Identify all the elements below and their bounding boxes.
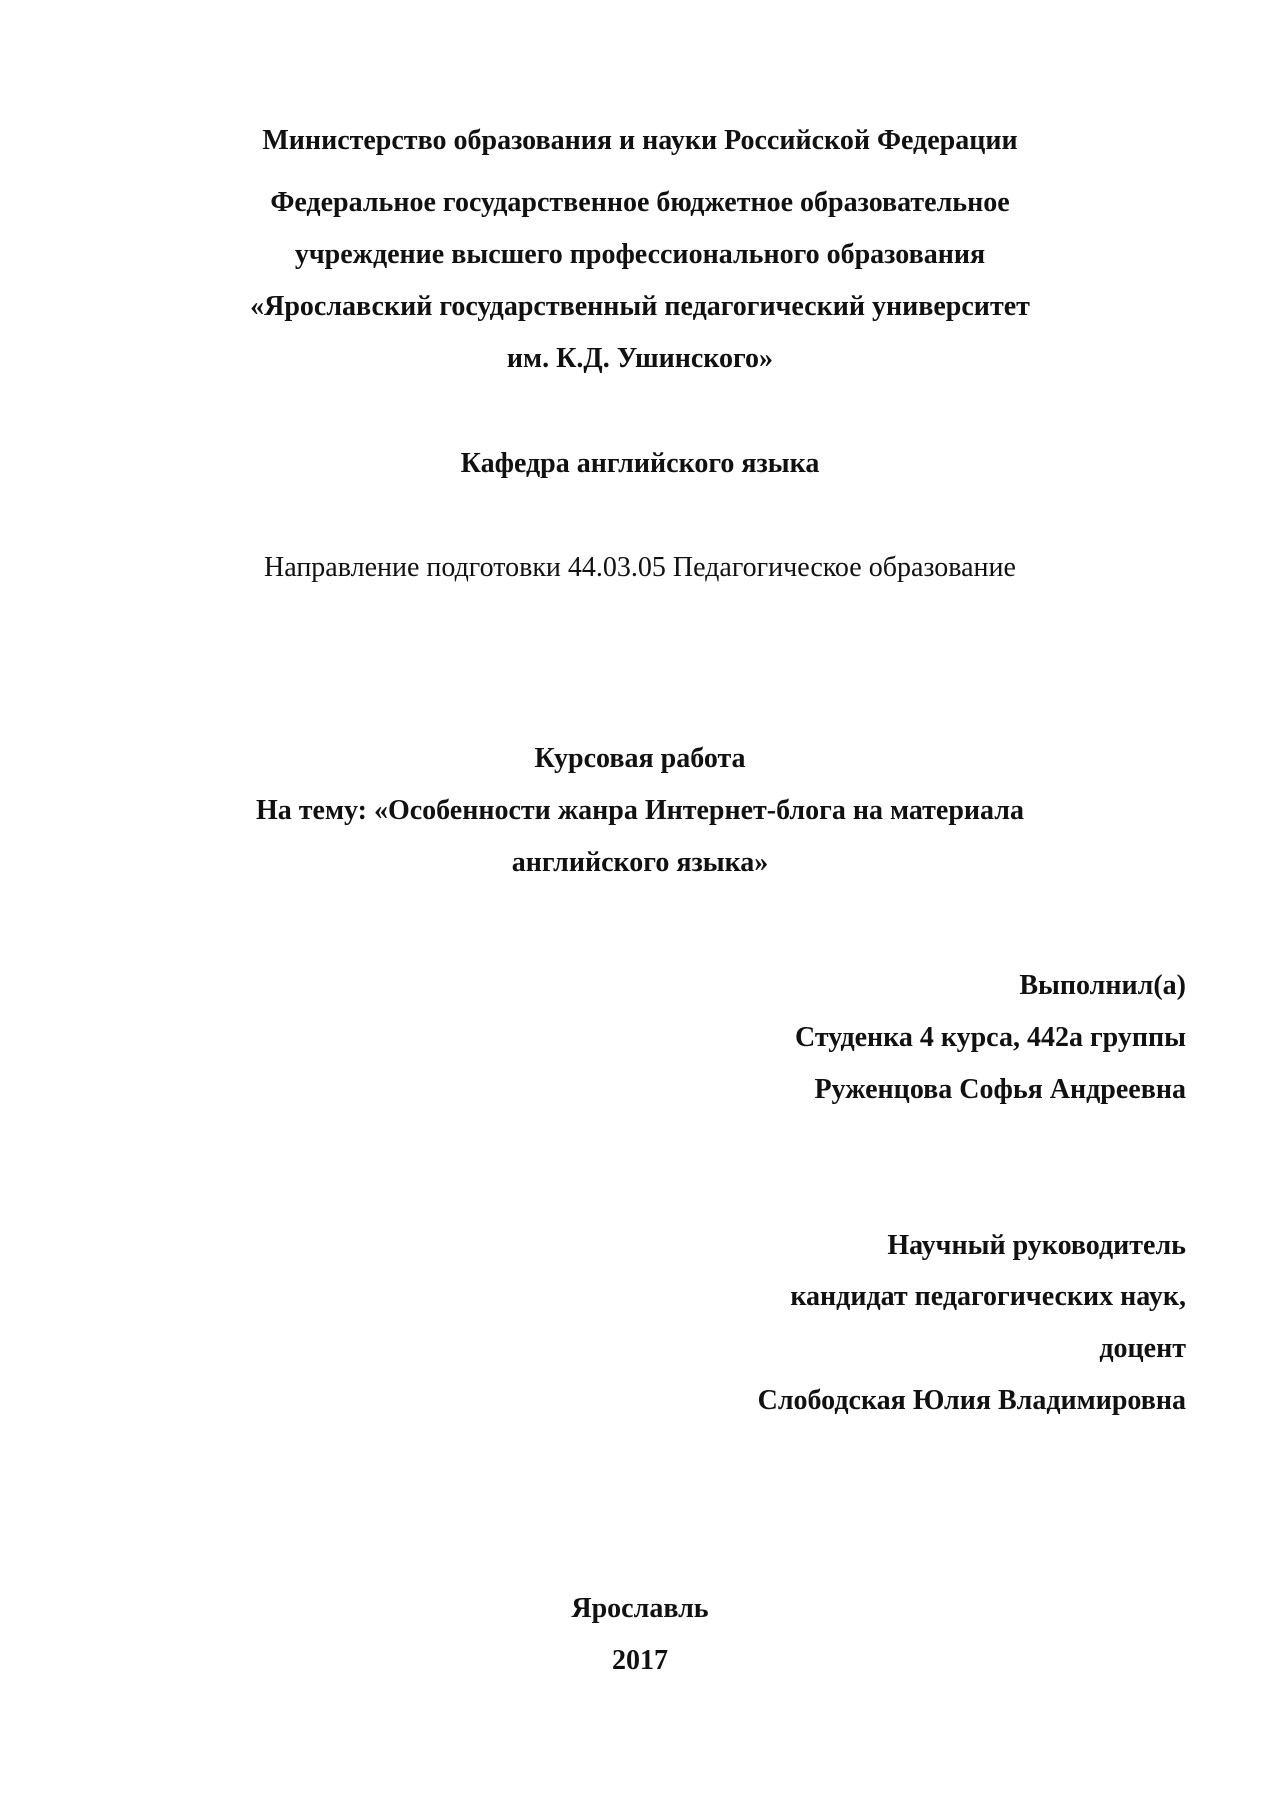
- institution-line-1: Федеральное государственное бюджетное образовательное: [270, 187, 1010, 218]
- author-course: Студенка 4 курса, 442а группы: [794, 1022, 1186, 1053]
- supervisor-name: Слободская Юлия Владимировна: [757, 1385, 1186, 1416]
- institution-line-2: учреждение высшего профессионального образования: [294, 239, 986, 270]
- author-label: Выполнил(а): [1019, 970, 1186, 1001]
- supervisor-degree: кандидат педагогических наук,: [790, 1281, 1186, 1312]
- supervisor-title: доцент: [1099, 1333, 1186, 1364]
- supervisor-label: Научный руководитель: [887, 1230, 1186, 1261]
- work-topic-line-1: На тему: «Особенности жанра Интернет-блога на материала: [255, 795, 1024, 826]
- institution-line-4: им. К.Д. Ушинского»: [506, 343, 774, 374]
- city: Ярославль: [571, 1593, 709, 1624]
- ministry-name: Министерство образования и науки Российской Федерации: [262, 125, 1018, 156]
- institution-line-3: «Ярославский государственный педагогический университет: [250, 291, 1030, 322]
- work-topic-line-2: английского языка»: [511, 847, 769, 878]
- work-type: Курсовая работа: [534, 743, 746, 774]
- department-name: Кафедра английского языка: [460, 448, 820, 479]
- year: 2017: [612, 1645, 668, 1676]
- author-name: Руженцова Софья Андреевна: [814, 1074, 1186, 1105]
- study-program: Направление подготовки 44.03.05 Педагогическое образование: [264, 552, 1016, 583]
